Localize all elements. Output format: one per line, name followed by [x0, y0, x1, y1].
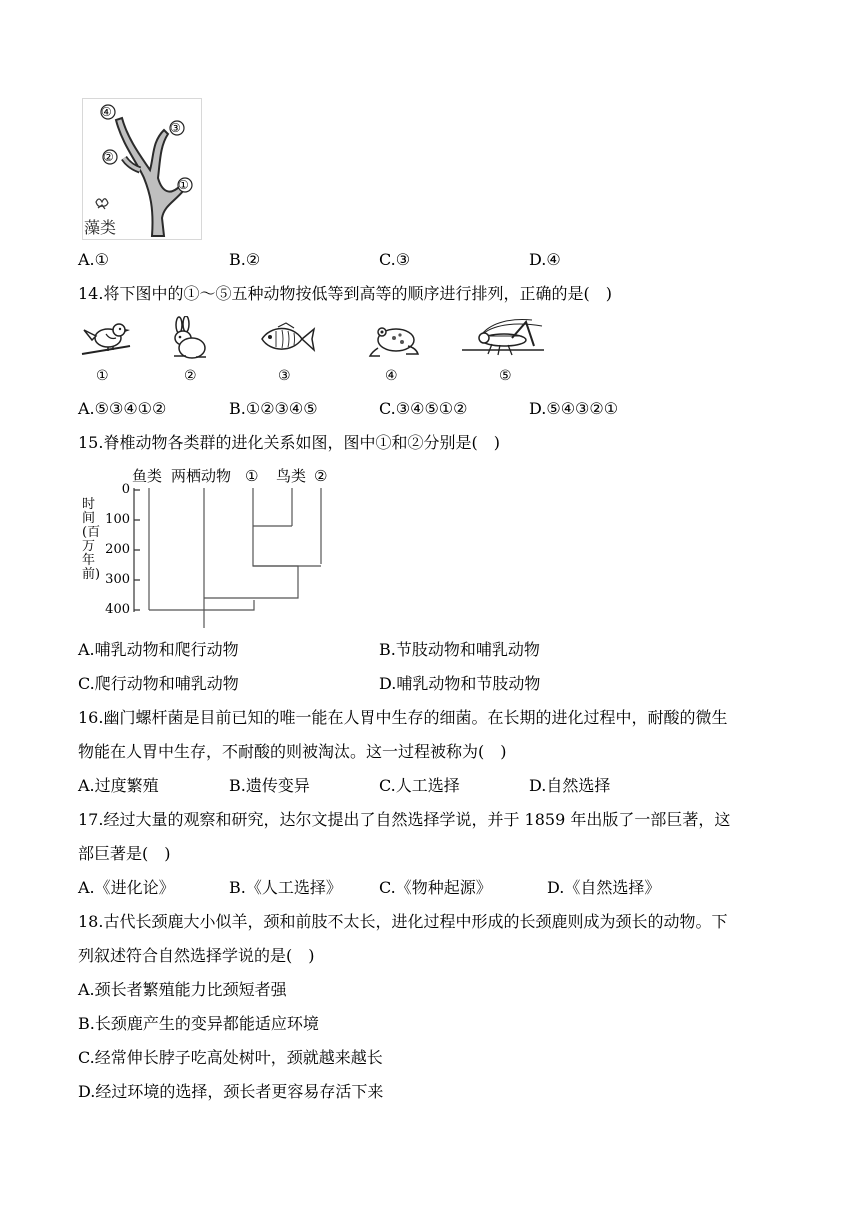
q17-option-b[interactable]: B.《人工选择》 — [229, 878, 342, 897]
q18-option-d[interactable]: D.经过环境的选择，颈长者更容易存活下来 — [78, 1082, 384, 1101]
tick-200: 200 — [105, 542, 130, 557]
frog-icon — [368, 322, 422, 358]
q18-option-b[interactable]: B.长颈鹿产生的变异都能适应环境 — [78, 1014, 319, 1033]
animal-label-2: ② — [184, 368, 197, 384]
q13-option-d[interactable]: D.④ — [529, 250, 561, 269]
animal-label-3: ③ — [278, 368, 291, 384]
chart-label-fish: 鱼类 — [132, 467, 163, 485]
algae-icon — [96, 199, 108, 209]
q14-option-d[interactable]: D.⑤④③②① — [529, 399, 619, 418]
q13-option-a[interactable]: A.① — [78, 250, 109, 269]
q17-option-c[interactable]: C.《物种起源》 — [379, 878, 492, 897]
chart-label-1: ① — [245, 467, 259, 485]
q14-option-b[interactable]: B.①②③④⑤ — [229, 399, 318, 418]
tick-400: 400 — [105, 602, 130, 617]
q17-stem-line1: 17.经过大量的观察和研究，达尔文提出了自然选择学说，并于 1859 年出版了一部巨著，这 — [78, 810, 731, 829]
q16-option-c[interactable]: C.人工选择 — [379, 776, 460, 795]
q17-option-d[interactable]: D.《自然选择》 — [547, 878, 661, 897]
fish-icon — [258, 322, 316, 356]
phylogeny-chart — [80, 462, 340, 630]
q13-option-c[interactable]: C.③ — [379, 250, 411, 269]
animal-label-4: ④ — [385, 368, 398, 384]
q15-option-b[interactable]: B.节肢动物和哺乳动物 — [379, 640, 540, 659]
q14-stem: 14.将下图中的①～⑤五种动物按低等到高等的顺序进行排列，正确的是( ) — [78, 284, 612, 303]
grasshopper-icon — [462, 316, 546, 360]
q16-option-d[interactable]: D.自然选择 — [529, 776, 611, 795]
q15-stem: 15.脊椎动物各类群的进化关系如图，图中①和②分别是( ) — [78, 433, 500, 452]
q18-option-a[interactable]: A.颈长者繁殖能力比颈短者强 — [78, 980, 287, 999]
axis-title: 时间(百万年前) — [82, 497, 101, 582]
q16-stem-line1: 16.幽门螺杆菌是目前已知的唯一能在人胃中生存的细菌。在长期的进化过程中，耐酸的微生 — [78, 708, 728, 727]
evolution-tree-figure — [82, 98, 202, 240]
tree-label-3: ③ — [170, 121, 181, 135]
q13-option-b[interactable]: B.② — [229, 250, 261, 269]
animal-label-1: ① — [96, 368, 109, 384]
tree-base-label: 藻类 — [84, 218, 117, 237]
q16-stem-line2: 物能在人胃中生存，不耐酸的则被淘汰。这一过程被称为( ) — [78, 742, 507, 761]
q15-option-a[interactable]: A.哺乳动物和爬行动物 — [78, 640, 239, 659]
q18-stem-line1: 18.古代长颈鹿大小似羊，颈和前肢不太长，进化过程中形成的长颈鹿则成为颈长的动物。下 — [78, 912, 728, 931]
q14-option-a[interactable]: A.⑤③④①② — [78, 399, 167, 418]
tick-100: 100 — [105, 512, 130, 527]
chart-label-bird: 鸟类 — [276, 467, 307, 485]
tick-0: 0 — [121, 482, 130, 497]
q17-stem-line2: 部巨著是( ) — [78, 844, 171, 863]
chart-label-2: ② — [314, 467, 328, 485]
q15-option-d[interactable]: D.哺乳动物和节肢动物 — [379, 674, 541, 693]
rabbit-icon — [166, 316, 210, 360]
q18-stem-line2: 列叙述符合自然选择学说的是( ) — [78, 946, 315, 965]
animal-label-5: ⑤ — [499, 368, 512, 384]
tree-label-2: ② — [103, 150, 114, 164]
tree-label-4: ④ — [101, 105, 112, 119]
q14-option-c[interactable]: C.③④⑤①② — [379, 399, 468, 418]
tree-label-1: ① — [178, 178, 189, 192]
tick-300: 300 — [105, 572, 130, 587]
q15-option-c[interactable]: C.爬行动物和哺乳动物 — [78, 674, 239, 693]
animals-figure — [78, 316, 548, 388]
q17-option-a[interactable]: A.《进化论》 — [78, 878, 175, 897]
q16-option-b[interactable]: B.遗传变异 — [229, 776, 310, 795]
q18-option-c[interactable]: C.经常伸长脖子吃高处树叶，颈就越来越长 — [78, 1048, 383, 1067]
q16-option-a[interactable]: A.过度繁殖 — [78, 776, 159, 795]
bird-icon — [80, 318, 132, 360]
chart-label-amphibian: 两栖动物 — [171, 467, 232, 485]
